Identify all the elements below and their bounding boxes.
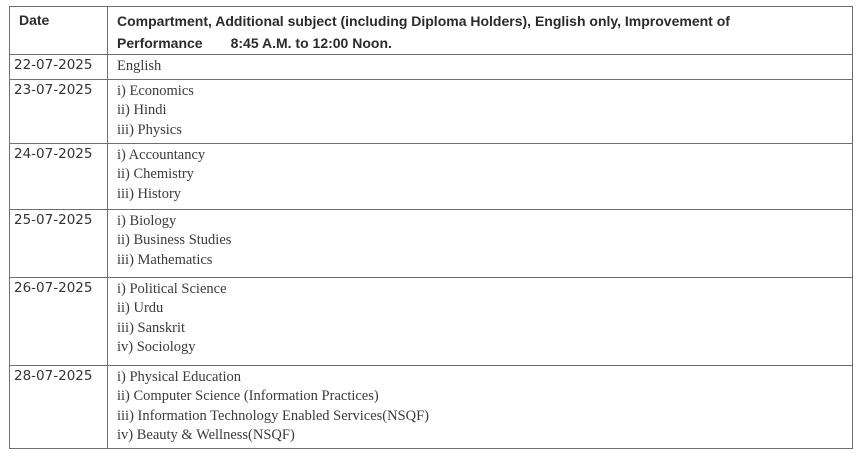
table-row [10, 365, 853, 448]
subject-item: ii) Chemistry [117, 166, 194, 182]
row-subjects [108, 79, 853, 143]
row-date: 28-07-2025 [10, 365, 108, 448]
datesheet [9, 6, 852, 449]
date-column-header: Date [10, 7, 108, 55]
row-date: 24-07-2025 [10, 143, 108, 209]
title-performance: Performance [117, 35, 203, 51]
subject-item: ii) Business Studies [117, 232, 232, 248]
title-line-1: Compartment, Additional subject (including Diploma Holders), English only, Improvement of [117, 13, 730, 29]
subject-item: i) Accountancy [117, 146, 206, 163]
table-row [10, 209, 853, 277]
subject-item: iii) Sanskrit [117, 319, 186, 336]
table-header-row [10, 7, 853, 55]
subject-item: i) Biology [117, 212, 177, 229]
subject-item: i) Physical Education [117, 368, 242, 385]
table-row [10, 277, 853, 365]
row-subjects [108, 143, 853, 209]
subject-item: ii) Hindi [117, 102, 167, 118]
subject-item: iii) Physics [117, 121, 182, 138]
row-subjects [108, 209, 853, 277]
schedule-title-header [108, 7, 853, 55]
subject-item: iii) Mathematics [117, 251, 213, 268]
exam-schedule-table [9, 6, 853, 449]
subject-item: i) Political Science [117, 280, 227, 297]
row-date: 22-07-2025 [10, 55, 108, 80]
row-date: 26-07-2025 [10, 277, 108, 365]
subject-item: i) Economics [117, 82, 194, 99]
subject-item: iv) Sociology [117, 339, 196, 355]
row-subjects [108, 365, 853, 448]
table-row [10, 79, 853, 143]
row-date: 25-07-2025 [10, 209, 108, 277]
title-line-2 [117, 32, 852, 54]
row-subjects [108, 55, 853, 80]
subject-item: iii) History [117, 185, 182, 202]
subject-item: iii) Information Technology Enabled Services(NSQF) [117, 407, 430, 424]
row-date: 23-07-2025 [10, 79, 108, 143]
subject-item: ii) Urdu [117, 300, 164, 316]
row-subjects [108, 277, 853, 365]
subject-item: ii) Computer Science (Information Practices) [117, 388, 379, 404]
table-row [10, 55, 853, 80]
subject-item: English [117, 58, 162, 74]
subject-item: iv) Beauty & Wellness(NSQF) [117, 427, 295, 443]
table-row [10, 143, 853, 209]
exam-time: 8:45 A.M. to 12:00 Noon. [230, 35, 392, 51]
